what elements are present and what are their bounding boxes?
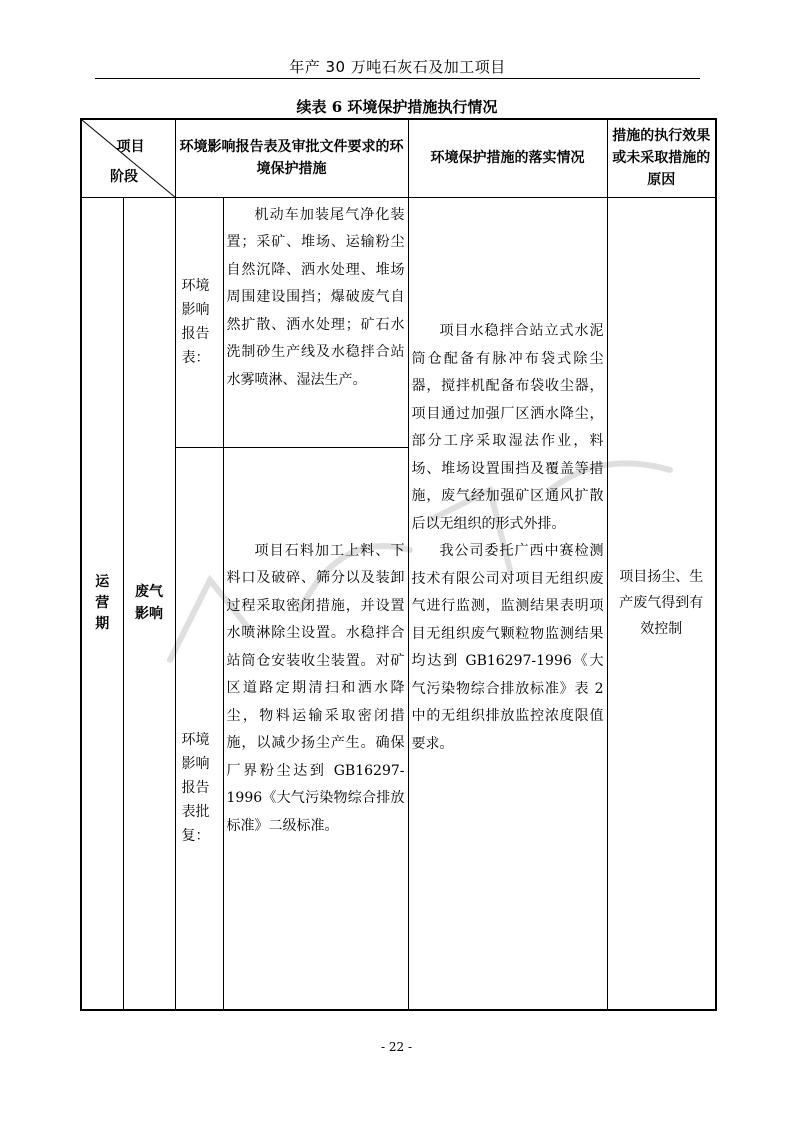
corner-header-cell <box>81 119 175 197</box>
corner-stage-label: 阶段 <box>110 169 138 185</box>
table-caption: 续表 6 环境保护措施执行情况 <box>296 98 498 116</box>
approval-text: 项目石料加工上料、下料口及破碎、筛分以及装卸过程采取密闭措施，并设置水喷淋除尘设置。水稳拌合站筒仓安装收尘装置。对矿区道路定期清扫和洒水降尘，物料运输采取密闭措施，以减少扬尘产生。确保厂界粉尘达到 GB16297-1996《大气污染物综合排放标准》二级标准。 <box>226 542 405 834</box>
effect-header: 措施的执行效果或未采取措施的原因 <box>607 119 716 197</box>
implementation-paragraph-2: 我公司委托广西中赛检测技术有限公司对项目无组织废气进行监测，监测结果表明项目无组织废气颗粒物监测结果均达到 GB16297-1996《大气污染物综合排放标准》表 2 中的无组织排放监控浓度限值要求。 <box>411 543 604 752</box>
approval-label: 环境影响报告表批复： <box>181 732 210 845</box>
approval-label-cell <box>175 447 223 1010</box>
report-text-cell <box>223 197 408 447</box>
header-row <box>81 119 716 197</box>
effect-text: 项目扬尘、生产废气得到有效控制 <box>619 569 704 638</box>
stage-label: 运营期 <box>95 573 110 632</box>
header-rule <box>95 78 700 79</box>
approval-text-cell <box>223 447 408 1010</box>
stage-cell <box>81 197 123 1010</box>
requirements-header: 环境影响报告表及审批文件要求的环境保护措施 <box>175 119 408 197</box>
effect-cell <box>607 197 716 1010</box>
measures-table <box>80 118 717 1011</box>
corner-item-label: 项目 <box>116 139 145 155</box>
category-label: 废气影响 <box>135 584 163 623</box>
report-label-cell <box>175 197 223 447</box>
report-text: 机动车加装尾气净化装置；采矿、堆场、运输粉尘自然沉降、洒水处理、堆场周围建设围挡；爆破废气自然扩散、洒水处理；矿石水洗制砂生产线及水稳拌合站水雾喷淋、湿法生产。 <box>226 206 405 388</box>
document-header-title: 年产 30 万吨石灰石及加工项目 <box>289 58 506 76</box>
implementation-paragraph-1: 项目水稳拌合站立式水泥筒仓配备有脉冲布袋式除尘器，搅拌机配备布袋收尘器，项目通过加强厂区洒水降尘，部分工序采取湿法作业，料场、堆场设置围挡及覆盖等措施，废气经加强矿区通风扩散后以无组织的形式外排。 <box>411 323 604 532</box>
row-report <box>81 197 716 447</box>
report-label: 环境影响报告表： <box>181 278 210 366</box>
implementation-header: 环境保护措施的落实情况 <box>408 119 607 197</box>
page-number: - 22 - <box>380 1040 412 1054</box>
category-cell <box>123 197 175 1010</box>
implementation-cell <box>408 197 607 1010</box>
